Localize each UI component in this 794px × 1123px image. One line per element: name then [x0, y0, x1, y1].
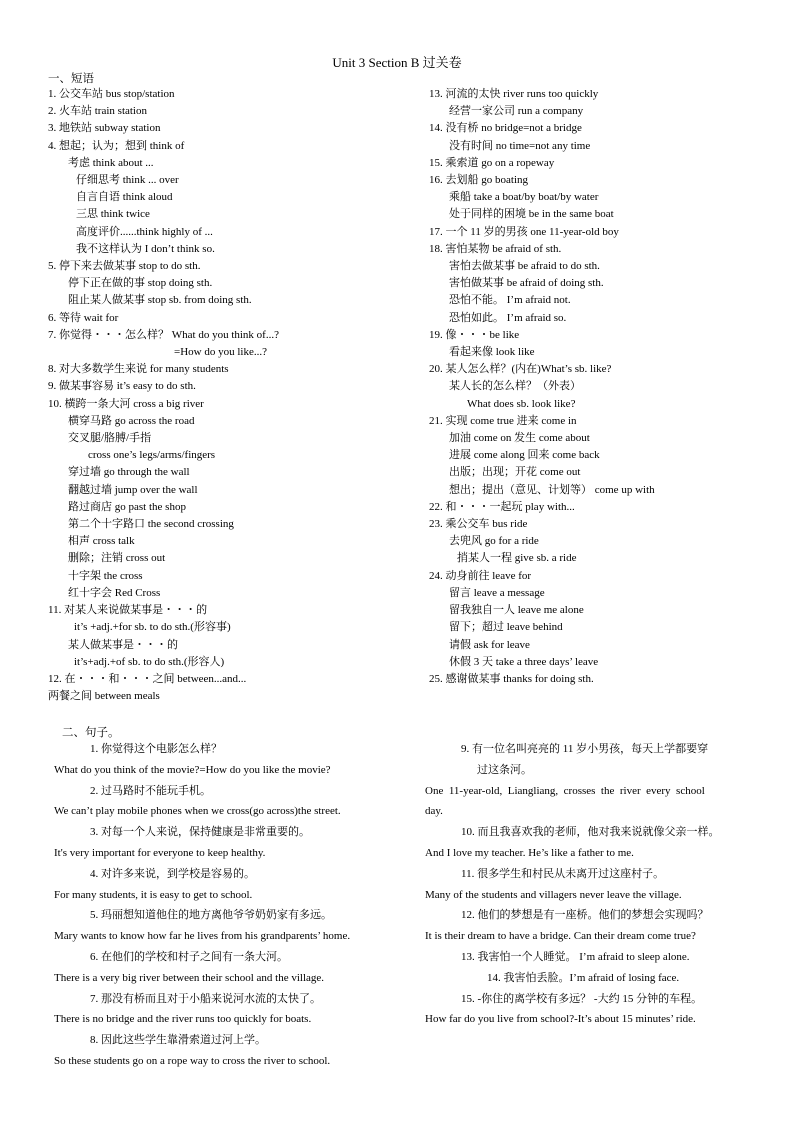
phrase-line: 出版；出现；开花 come out: [449, 466, 581, 479]
phrase-line: 去兜风 go for a ride: [449, 535, 539, 548]
sentence-english: Many of the students and villagers never leave the village.: [425, 888, 682, 901]
phrase-line: 22. 和・・・一起玩 play with...: [429, 500, 575, 513]
sentence-chinese: 10. 而且我喜欢我的老师，他对我来说就像父亲一样。: [461, 826, 720, 839]
phrase-line: 阻止某人做某事 stop sb. from doing sth.: [68, 294, 252, 307]
phrase-line: 14. 没有桥 no bridge=not a bridge: [429, 122, 582, 135]
phrase-line: What does sb. look like?: [467, 397, 576, 410]
phrase-line: 23. 乘公交车 bus ride: [429, 518, 528, 531]
sentence-chinese: 15. -你住的离学校有多远？ -大约 15 分钟的车程。: [461, 992, 703, 1005]
phrase-line: 16. 去划船 go boating: [429, 174, 528, 187]
sentence-english: What do you think of the movie?=How do you like the movie?: [54, 763, 331, 776]
sentence-english: There is a very big river between their school and the village.: [54, 971, 325, 984]
sentence-english: And I love my teacher. He’s like a father to me.: [425, 846, 634, 859]
phrase-line: 删除；注销 cross out: [68, 552, 166, 565]
sentence-english: One 11-year-old, Liangliang, crosses the river every school: [425, 784, 705, 797]
phrase-line: 18. 害怕某物 be afraid of sth.: [429, 242, 562, 255]
sentence-chinese: 5. 玛丽想知道他住的地方离他爷爷奶奶家有多远。: [90, 909, 332, 922]
phrase-line: 21. 实现 come true 进来 come in: [429, 414, 577, 427]
phrase-line: 加油 come on 发生 come about: [449, 432, 590, 445]
phrase-line: 8. 对大多数学生来说 for many students: [48, 363, 229, 376]
sentence-english: Mary wants to know how far he lives from his grandparents’ home.: [54, 930, 351, 943]
phrase-line: it’s+adj.+of sb. to do sth.(形容人): [74, 655, 225, 668]
sentence-english: So these students go on a rope way to cross the river to school.: [54, 1054, 331, 1067]
sentence-chinese: 6. 在他们的学校和村子之间有一条大河。: [90, 950, 288, 963]
phrase-line: 高度评价......think highly of ...: [76, 225, 213, 238]
sentence-chinese: 1. 你觉得这个电影怎么样？: [90, 743, 222, 755]
phrase-line: 3. 地铁站 subway station: [48, 122, 161, 135]
sentence-chinese: 11. 很多学生和村民从未离开过这座村子。: [461, 867, 665, 880]
phrase-line: 相声 cross talk: [68, 535, 135, 548]
phrase-line: 横穿马路 go across the road: [68, 414, 195, 427]
phrase-line: 留言 leave a message: [449, 586, 545, 599]
phrase-line: 休假 3 天 take a three days’ leave: [449, 655, 599, 668]
phrase-line: 留我独自一人 leave me alone: [449, 604, 584, 617]
phrase-line: 请假 ask for leave: [449, 638, 530, 651]
phrase-line: 看起来像 look like: [449, 346, 535, 359]
phrase-line: =How do you like...?: [174, 346, 267, 359]
sentence-chinese: 4. 对许多来说，到学校是容易的。: [90, 867, 255, 880]
sentence-english: How far do you live from school?-It’s about 15 minutes’ ride.: [425, 1013, 696, 1026]
phrase-line: 交叉腿/胳膊/手指: [68, 432, 152, 445]
phrase-line: 穿过墙 go through the wall: [68, 466, 190, 479]
phrases-right-column: [429, 86, 789, 688]
phrase-line: 4. 想起；认为；想到 think of: [48, 139, 185, 152]
phrase-line: 某人做某事是・・・的: [68, 638, 178, 651]
phrase-line: 乘船 take a boat/by boat/by water: [449, 191, 599, 204]
phrase-line: 6. 等待 wait for: [48, 311, 119, 324]
sentence-chinese: 7. 那没有桥而且对于小船来说河水流的太快了。: [90, 992, 321, 1005]
phrase-line: 十字架 the cross: [68, 569, 143, 582]
phrase-line: 11. 对某人来说做某事是・・・的: [48, 604, 208, 617]
phrase-line: 停下正在做的事 stop doing sth.: [68, 277, 213, 290]
phrase-line: 考虑 think about ...: [68, 156, 154, 169]
phrase-line: 想出；提出（意见、计划等） come up with: [449, 483, 655, 496]
phrase-line: 进展 come along 回来 come back: [449, 449, 600, 462]
sentence-english: We can’t play mobile phones when we cross(go across)the street.: [54, 805, 341, 818]
sentence-chinese: 过这条河。: [477, 763, 532, 776]
phrase-line: 我不这样认为 I don’t think so.: [76, 242, 215, 255]
phrase-line: 没有时间 no time=not any time: [449, 139, 591, 152]
sentence-chinese: 2. 过马路时不能玩手机。: [90, 784, 211, 797]
phrase-line: 10. 横跨一条大河 cross a big river: [48, 397, 204, 410]
sentence-chinese: 13. 我害怕一个人睡觉。 I’m afraid to sleep alone.: [461, 950, 690, 963]
phrase-line: 9. 做某事容易 it’s easy to do sth.: [48, 380, 196, 393]
section-heading-phrases: 一、短语: [48, 73, 94, 85]
sentence-chinese: 9. 有一位名叫亮亮的 11 岁小男孩，每天上学都要穿: [461, 743, 709, 755]
phrase-line: 经营一家公司 run a company: [449, 105, 584, 118]
sentences-left-column: [54, 739, 426, 1072]
phrase-line: 仔细思考 think ... over: [76, 174, 179, 187]
phrase-line: 19. 像・・・be like: [429, 328, 520, 341]
phrase-line: 捎某人一程 give sb. a ride: [457, 552, 577, 565]
phrase-line: 处于同样的困境 be in the same boat: [449, 208, 614, 221]
phrase-line: 翻越过墙 jump over the wall: [68, 483, 198, 496]
section-heading-sentences: 二、句子。: [62, 727, 120, 739]
phrase-line: 三思 think twice: [76, 208, 150, 221]
phrase-line: 7. 你觉得・・・怎么样？ What do you think of...?: [48, 328, 279, 341]
phrase-line: 2. 火车站 train station: [48, 105, 147, 118]
sentences-right-column: [425, 739, 770, 1030]
phrase-line: 两餐之间 between meals: [48, 690, 160, 703]
sentence-chinese: 14. 我害怕丢脸。I’m afraid of losing face.: [487, 971, 680, 984]
phrase-line: 20. 某人怎么样？(内在)What’s sb. like?: [429, 363, 612, 376]
sentence-chinese: 8. 因此这些学生靠滑索道过河上学。: [90, 1034, 266, 1047]
phrase-line: 17. 一个 11 岁的男孩 one 11-year-old boy: [429, 225, 619, 238]
phrase-line: 13. 河流的太快 river runs too quickly: [429, 88, 599, 100]
sentence-english: For many students, it is easy to get to school.: [54, 888, 253, 901]
phrase-line: 5. 停下来去做某事 stop to do sth.: [48, 260, 201, 273]
phrase-line: 自言自语 think aloud: [76, 191, 173, 204]
phrase-line: 路过商店 go past the shop: [68, 500, 186, 513]
page-title: Unit 3 Section B 过关卷: [332, 55, 462, 70]
sentence-chinese: 3. 对每一个人来说，保持健康是非常重要的。: [90, 826, 310, 839]
phrase-line: 恐怕不能。 I’m afraid not.: [449, 294, 571, 307]
sentence-english: It's very important for everyone to keep healthy.: [54, 846, 266, 859]
phrase-line: 1. 公交车站 bus stop/station: [48, 88, 175, 100]
phrase-line: cross one’s legs/arms/fingers: [88, 449, 216, 462]
phrase-line: 恐怕如此。 I’m afraid so.: [449, 311, 567, 324]
phrases-left-column: [48, 86, 418, 705]
phrase-line: 留下；超过 leave behind: [449, 621, 563, 634]
phrase-line: 害怕做某事 be afraid of doing sth.: [449, 277, 604, 290]
phrase-line: it’s +adj.+for sb. to do sth.(形容事): [74, 621, 231, 634]
sentence-english: day.: [425, 805, 443, 818]
phrase-line: 25. 感谢做某事 thanks for doing sth.: [429, 672, 594, 685]
sentence-chinese: 12. 他们的梦想是有一座桥。他们的梦想会实现吗？: [461, 909, 709, 922]
phrase-line: 15. 乘索道 go on a ropeway: [429, 156, 555, 169]
phrase-line: 24. 动身前往 leave for: [429, 569, 532, 582]
sentence-english: It is their dream to have a bridge. Can their dream come true?: [425, 930, 696, 943]
phrase-line: 红十字会 Red Cross: [68, 586, 161, 599]
phrase-line: 12. 在・・・和・・・之间 between...and...: [48, 672, 247, 685]
phrase-line: 害怕去做某事 be afraid to do sth.: [449, 260, 600, 273]
phrase-line: 某人长的怎么样？（外表）: [449, 380, 581, 393]
sentence-english: There is no bridge and the river runs too quickly for boats.: [54, 1013, 312, 1026]
phrase-line: 第二个十字路口 the second crossing: [68, 518, 234, 531]
